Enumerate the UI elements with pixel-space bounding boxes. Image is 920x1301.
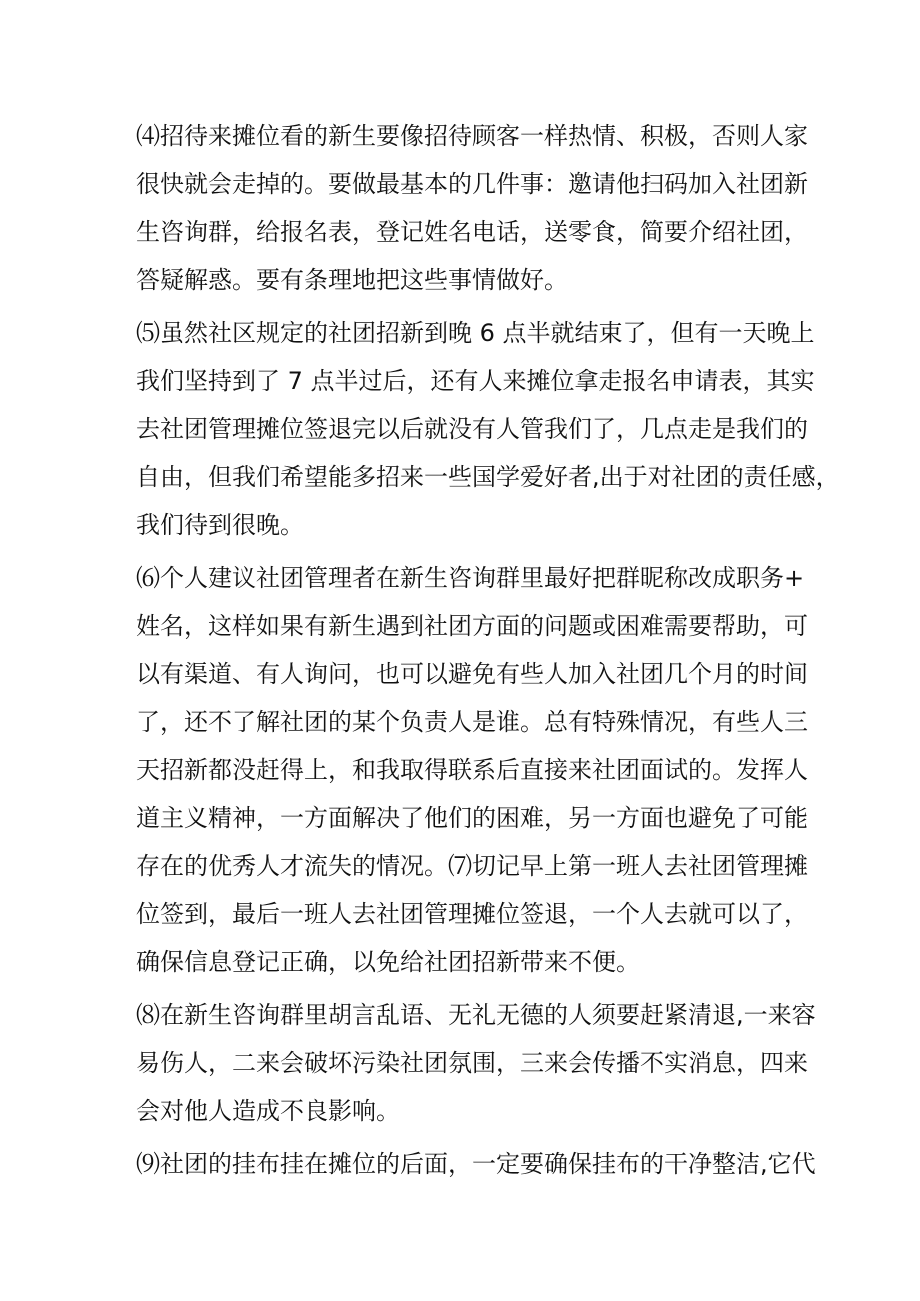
text-line: 道主义精神，一方面解决了他们的困难，另一方面也避免了可能: [136, 804, 808, 832]
text-line: 确保信息登记正确，以免给社团招新带来不便。: [136, 948, 640, 976]
document-page: [136, 112, 840, 1193]
text-line: ⑹个人建议社团管理者在新生咨询群里最好把群昵称改成职务+: [136, 564, 805, 592]
text-line: 易伤人，二来会破坏污染社团氛围，三来会传播不实消息，四来: [136, 1049, 808, 1077]
text-line: 姓名，这样如果有新生遇到社团方面的问题或困难需要帮助，可: [136, 612, 808, 640]
text-line: 我们坚持到了 7 点半过后，还有人来摊位拿走报名申请表，其实: [136, 367, 815, 395]
text-line: 很快就会走掉的。要做最基本的几件事：邀请他扫码加入社团新: [136, 170, 808, 198]
text-line: 去社团管理摊位签退完以后就没有人管我们了，几点走是我们的: [136, 415, 808, 443]
paragraph-9: [136, 1140, 816, 1188]
text-line: ⑻在新生咨询群里胡言乱语、无礼无德的人须要赶紧清退,一来容: [136, 1001, 816, 1029]
text-line: 了，还不了解社团的某个负责人是谁。总有特殊情况，有些人三: [136, 708, 808, 736]
paragraph-5: [136, 309, 840, 549]
text-line: 会对他人造成不良影响。: [136, 1097, 400, 1125]
text-line: 我们待到很晚。: [136, 511, 304, 539]
text-line: 天招新都没赶得上，和我取得联系后直接来社团面试的。发挥人: [136, 756, 808, 784]
paragraph-6: [136, 554, 808, 986]
text-line: 存在的优秀人才流失的情况。⑺切记早上第一班人去社团管理摊: [136, 852, 808, 880]
text-line: 答疑解惑。要有条理地把这些事情做好。: [136, 266, 568, 294]
text-line: 生咨询群，给报名表，登记姓名电话，送零食，简要介绍社团，: [136, 218, 808, 246]
paragraph-4: [136, 112, 808, 304]
text-line: 以有渠道、有人询问，也可以避免有些人加入社团几个月的时间: [136, 660, 808, 688]
text-line: ⑸虽然社区规定的社团招新到晚 6 点半就结束了，但有一天晚上: [136, 319, 815, 347]
paragraph-8: [136, 991, 816, 1135]
text-line: ⑷招待来摊位看的新生要像招待顾客一样热情、积极，否则人家: [136, 122, 808, 150]
text-line: ⑼社团的挂布挂在摊位的后面，一定要确保挂布的干净整洁,它代: [136, 1150, 816, 1178]
text-line: 自由，但我们希望能多招来一些国学爱好者,出于对社团的责任感，: [136, 463, 840, 491]
text-line: 位签到，最后一班人去社团管理摊位签退，一个人去就可以了，: [136, 900, 808, 928]
